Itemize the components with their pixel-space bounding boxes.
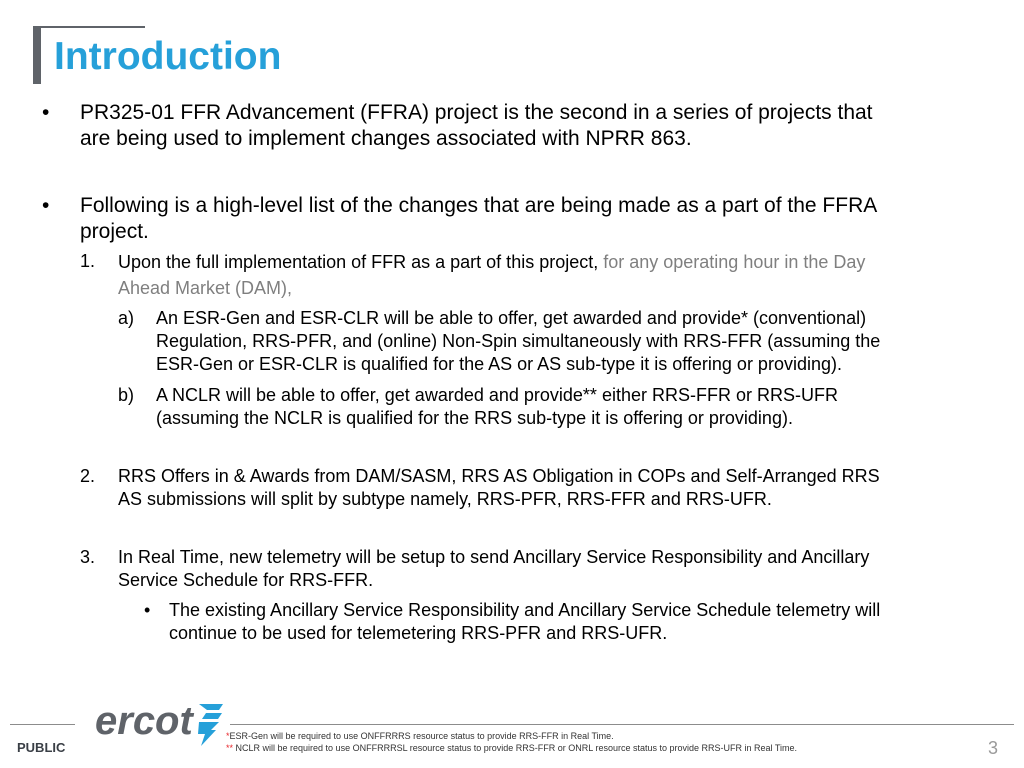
numbered-2-line-1: RRS Offers in & Awards from DAM/SASM, RRS AS Obligation in COPs and Self-Arranged RRS (118, 466, 880, 486)
subitem-label: a) (118, 308, 135, 328)
subitem-a-line-1: An ESR-Gen and ESR-CLR will be able to offer, get awarded and provide* (conventional) (156, 308, 867, 328)
title-accent-horizontal (33, 26, 145, 28)
footnote-1-text: ESR-Gen will be required to use ONFFRRRS resource status to provide RRS-FFR in Real Time. (229, 731, 614, 741)
bullet-1-line-1: PR325-01 FFR Advancement (FFRA) project is the second in a series of projects that (80, 101, 873, 124)
subitem-a-line-3: ESR-Gen or ESR-CLR is qualified for the AS or AS sub-type it is offering or providing). (156, 354, 842, 374)
numbered-2-line-2: AS submissions will split by subtype namely, RRS-PFR, RRS-FFR and RRS-UFR. (118, 489, 772, 509)
page-number: 3 (987, 738, 998, 758)
bullet-2-line-2: project. (80, 220, 149, 243)
sub-bullet-marker: • (144, 600, 151, 620)
classification-label: PUBLIC (17, 740, 66, 755)
numbered-1-text-black: Upon the full implementation of FFR as a part of this project, (118, 252, 604, 272)
subitem-label: b) (118, 385, 135, 405)
numbered-label: 2. (80, 466, 96, 486)
sub-bullet-line-1: The existing Ancillary Service Responsibility and Ancillary Service Schedule telemetry will (169, 600, 881, 620)
footnote-1-star: * (226, 731, 230, 741)
ercot-logo (95, 700, 230, 750)
ercot-logo-text: ercot (95, 700, 193, 743)
footnote-2-star: ** (226, 743, 234, 753)
subitem-b-line-2: (assuming the NCLR is qualified for the RRS sub-type it is offering or providing). (156, 408, 793, 428)
bullet-1-line-2: are being used to implement changes associated with NPRR 863. (80, 127, 692, 150)
slide-title: Introduction (54, 35, 282, 78)
numbered-label: 1. (80, 251, 96, 271)
numbered-1-line-2: Ahead Market (DAM), (118, 278, 293, 298)
footnote-2 (226, 743, 797, 753)
footer-divider-right (230, 724, 1014, 725)
lightning-bolt-icon (198, 704, 223, 746)
sub-bullet-line-2: continue to be used for telemetering RRS-PFR and RRS-UFR. (169, 623, 668, 643)
title-accent-vertical (33, 26, 41, 84)
numbered-1-text-grey: for any operating hour in the Day (603, 252, 866, 272)
footnote-1 (226, 731, 614, 741)
bullet-2-line-1: Following is a high-level list of the changes that are being made as a part of the FFRA (80, 194, 878, 217)
bullet-marker: • (42, 101, 50, 124)
subitem-a-line-2: Regulation, RRS-PFR, and (online) Non-Spin simultaneously with RRS-FFR (assuming the (156, 331, 881, 351)
footer-divider-left (10, 724, 75, 725)
numbered-3-line-1: In Real Time, new telemetry will be setup to send Ancillary Service Responsibility and Ancillary (118, 547, 870, 567)
subitem-b-line-1: A NCLR will be able to offer, get awarded and provide** either RRS-FFR or RRS-UFR (156, 385, 838, 405)
bullet-marker: • (42, 194, 50, 217)
numbered-3-line-2: Service Schedule for RRS-FFR. (118, 570, 374, 590)
numbered-label: 3. (80, 547, 96, 567)
footnote-2-text: NCLR will be required to use ONFFRRRSL resource status to provide RRS-FFR or ONRL resource status to provide RRS-UFR in Real Time. (233, 743, 798, 753)
numbered-1-line-1 (118, 249, 865, 275)
